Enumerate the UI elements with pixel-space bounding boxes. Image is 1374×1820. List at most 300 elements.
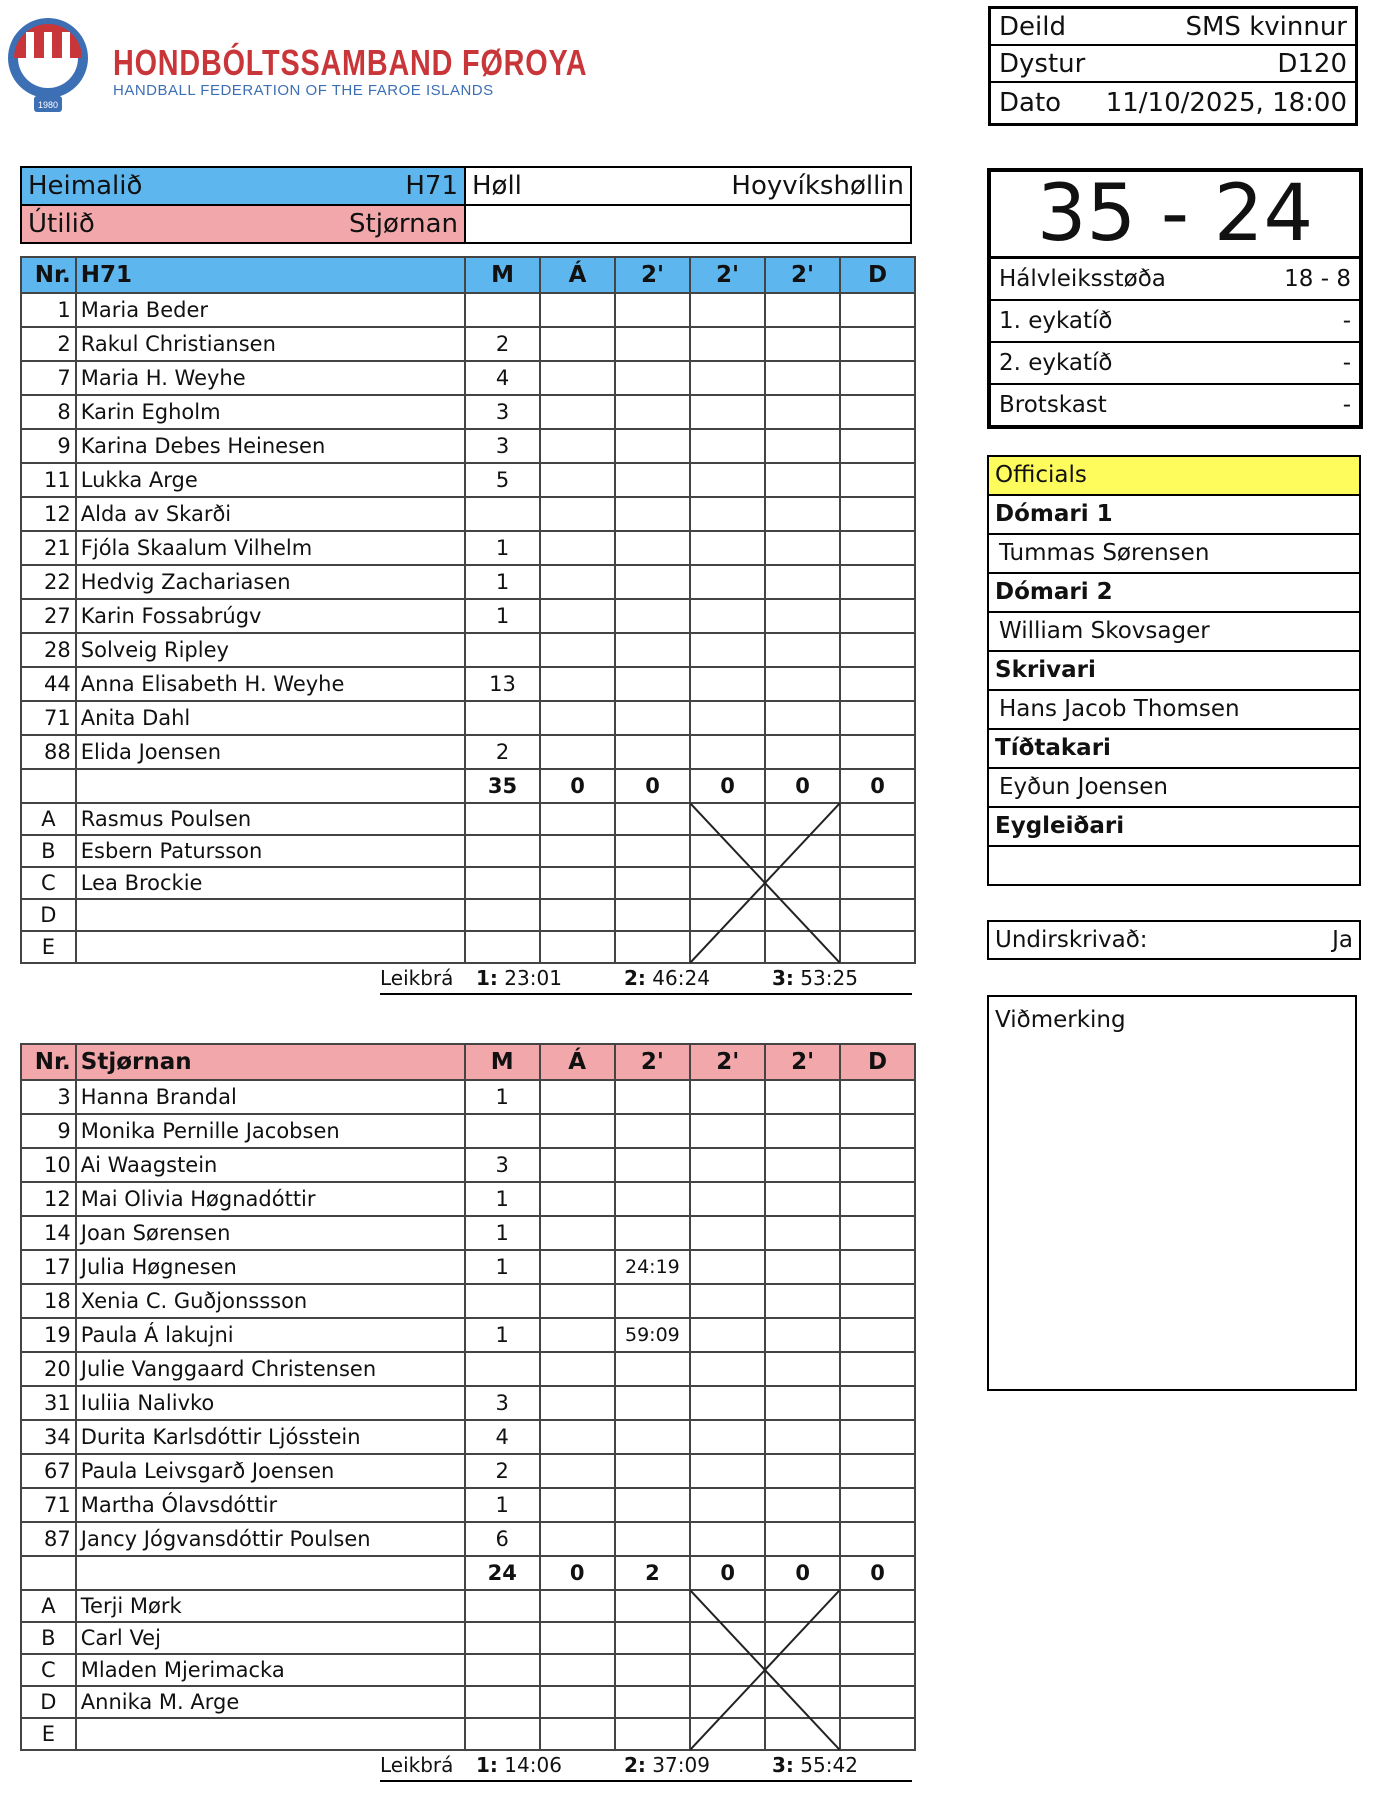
score-row xyxy=(991,301,1359,343)
player-suspension xyxy=(765,327,840,361)
score-row xyxy=(991,343,1359,385)
col-header: M xyxy=(465,1044,540,1080)
player-disqualification xyxy=(840,1420,915,1454)
player-suspension xyxy=(765,633,840,667)
player-suspension xyxy=(615,1182,691,1216)
player-goals: 1 xyxy=(465,1080,540,1114)
official-cell xyxy=(465,1654,540,1686)
player-disqualification xyxy=(840,1318,915,1352)
player-name: Julie Vanggaard Christensen xyxy=(76,1352,465,1386)
official-cell xyxy=(540,835,615,867)
player-number: 2 xyxy=(21,327,76,361)
player-suspension xyxy=(765,1114,840,1148)
score-row xyxy=(991,259,1359,301)
player-suspension xyxy=(765,565,840,599)
team-official-name: Lea Brockie xyxy=(76,867,465,899)
table-row xyxy=(21,1386,915,1420)
timeout-time: 46:24 xyxy=(645,966,710,990)
logo-year: 1980 xyxy=(37,100,59,110)
team-official-name xyxy=(76,899,465,931)
official-name: Hans Jacob Thomsen xyxy=(989,691,1359,730)
away-timeouts xyxy=(380,1753,912,1782)
col-header-team: H71 xyxy=(76,257,465,293)
col-header-nr: Nr. xyxy=(21,257,76,293)
player-goals: 5 xyxy=(465,463,540,497)
team-official-name: Mladen Mjerimacka xyxy=(76,1654,465,1686)
player-number: 88 xyxy=(21,735,76,769)
player-goals: 2 xyxy=(465,327,540,361)
cross-out-icon xyxy=(690,1590,840,1750)
player-warning xyxy=(540,1114,615,1148)
official-letter: D xyxy=(21,1686,76,1718)
player-suspension xyxy=(765,701,840,735)
col-header: 2' xyxy=(615,1044,691,1080)
timeout-entry xyxy=(624,1753,772,1777)
player-warning xyxy=(540,1488,615,1522)
player-name: Anna Elisabeth H. Weyhe xyxy=(76,667,465,701)
player-suspension xyxy=(690,1114,765,1148)
player-number: 14 xyxy=(21,1216,76,1250)
player-suspension xyxy=(690,1352,765,1386)
team-official-name: Terji Mørk xyxy=(76,1590,465,1622)
score-row-label: Brotskast xyxy=(999,392,1107,418)
official-cell xyxy=(465,803,540,835)
timeout-number: 2: xyxy=(624,966,646,990)
total-value: 0 xyxy=(540,769,615,803)
federation-name: HONDBÓLTSSAMBAND FØROYA xyxy=(113,42,588,83)
player-warning xyxy=(540,1522,615,1556)
player-suspension xyxy=(690,1148,765,1182)
player-suspension xyxy=(765,599,840,633)
player-warning xyxy=(540,531,615,565)
official-role: Eygleiðari xyxy=(989,808,1359,847)
player-warning xyxy=(540,327,615,361)
player-number: 3 xyxy=(21,1080,76,1114)
player-disqualification xyxy=(840,735,915,769)
player-name: Rakul Christiansen xyxy=(76,327,465,361)
official-cell xyxy=(465,1622,540,1654)
player-suspension xyxy=(615,531,690,565)
player-number: 11 xyxy=(21,463,76,497)
player-suspension xyxy=(615,327,690,361)
player-disqualification xyxy=(840,395,915,429)
player-suspension xyxy=(615,1284,691,1318)
player-disqualification xyxy=(840,1454,915,1488)
player-suspension xyxy=(615,429,690,463)
player-suspension xyxy=(765,1318,840,1352)
score-row-label: Hálvleiksstøða xyxy=(999,266,1166,292)
player-name: Fjóla Skaalum Vilhelm xyxy=(76,531,465,565)
player-warning xyxy=(540,1352,615,1386)
player-goals xyxy=(465,497,540,531)
player-goals: 2 xyxy=(465,735,540,769)
totals-blank xyxy=(21,769,76,803)
player-name: Mai Olivia Høgnadóttir xyxy=(76,1182,465,1216)
away-label: Útilið xyxy=(28,209,95,239)
official-letter: B xyxy=(21,1622,76,1654)
timeout-entry xyxy=(476,1753,624,1777)
player-goals: 1 xyxy=(465,1182,540,1216)
score-row xyxy=(991,385,1359,425)
player-suspension xyxy=(765,1454,840,1488)
official-cell xyxy=(840,1686,915,1718)
player-suspension xyxy=(765,1420,840,1454)
player-warning xyxy=(540,565,615,599)
signed-value: Ja xyxy=(1332,927,1353,953)
player-number: 27 xyxy=(21,599,76,633)
player-disqualification xyxy=(840,327,915,361)
team-official-name xyxy=(76,1718,465,1750)
player-suspension xyxy=(690,1284,765,1318)
player-number: 12 xyxy=(21,497,76,531)
official-role: Tíðtakari xyxy=(989,730,1359,769)
player-goals: 6 xyxy=(465,1522,540,1556)
official-cell xyxy=(465,899,540,931)
player-suspension xyxy=(690,293,765,327)
player-suspension xyxy=(615,701,690,735)
player-goals xyxy=(465,633,540,667)
official-cell xyxy=(540,1686,615,1718)
col-header: D xyxy=(840,257,915,293)
player-name: Maria Beder xyxy=(76,293,465,327)
player-suspension xyxy=(765,1250,840,1284)
player-warning xyxy=(540,395,615,429)
score-box xyxy=(987,168,1363,429)
player-disqualification xyxy=(840,361,915,395)
player-number: 1 xyxy=(21,293,76,327)
official-cell xyxy=(840,867,915,899)
player-disqualification xyxy=(840,1080,915,1114)
info-row-dato xyxy=(990,82,1357,125)
table-row xyxy=(21,531,915,565)
official-role: Dómari 1 xyxy=(989,496,1359,535)
player-suspension xyxy=(615,735,690,769)
player-warning xyxy=(540,361,615,395)
player-disqualification xyxy=(840,1488,915,1522)
col-header: 2' xyxy=(765,1044,840,1080)
table-row xyxy=(21,599,915,633)
player-suspension xyxy=(765,1488,840,1522)
player-suspension xyxy=(615,497,690,531)
total-value: 0 xyxy=(690,1556,765,1590)
official-letter: C xyxy=(21,867,76,899)
table-row xyxy=(21,429,915,463)
table-row xyxy=(21,293,915,327)
player-suspension xyxy=(690,429,765,463)
total-value: 0 xyxy=(540,1556,615,1590)
info-value: D120 xyxy=(1095,45,1357,82)
logo-emblem-icon xyxy=(4,12,92,120)
player-suspension xyxy=(765,1386,840,1420)
player-goals: 1 xyxy=(465,565,540,599)
player-suspension xyxy=(690,1250,765,1284)
official-cell xyxy=(540,1654,615,1686)
roster-header-row xyxy=(21,1044,915,1080)
player-suspension xyxy=(690,735,765,769)
official-cell xyxy=(615,867,690,899)
team-official-name: Annika M. Arge xyxy=(76,1686,465,1718)
official-cell xyxy=(840,835,915,867)
player-disqualification xyxy=(840,1182,915,1216)
player-number: 17 xyxy=(21,1250,76,1284)
official-cell xyxy=(615,931,690,963)
timeout-label: Leikbrá xyxy=(380,966,454,990)
player-disqualification xyxy=(840,667,915,701)
player-suspension xyxy=(690,395,765,429)
roster-header-row xyxy=(21,257,915,293)
table-row xyxy=(21,1488,915,1522)
timeout-time: 14:06 xyxy=(497,1753,562,1777)
player-disqualification xyxy=(840,1386,915,1420)
player-suspension xyxy=(615,395,690,429)
table-row xyxy=(21,1250,915,1284)
totals-row xyxy=(21,769,915,803)
official-cell xyxy=(540,1590,615,1622)
table-row xyxy=(21,1114,915,1148)
player-number: 19 xyxy=(21,1318,76,1352)
player-suspension xyxy=(690,361,765,395)
player-number: 9 xyxy=(21,429,76,463)
player-goals xyxy=(465,1284,540,1318)
player-suspension xyxy=(690,1420,765,1454)
official-cell xyxy=(615,1686,691,1718)
player-name: Hanna Brandal xyxy=(76,1080,465,1114)
player-name: Paula Leivsgarð Joensen xyxy=(76,1454,465,1488)
player-name: Ai Waagstein xyxy=(76,1148,465,1182)
cross-out-icon xyxy=(690,803,840,963)
player-number: 34 xyxy=(21,1420,76,1454)
player-number: 20 xyxy=(21,1352,76,1386)
official-name xyxy=(989,847,1359,884)
info-row-deild xyxy=(990,8,1357,46)
official-letter: D xyxy=(21,899,76,931)
player-disqualification xyxy=(840,1114,915,1148)
player-name: Elida Joensen xyxy=(76,735,465,769)
player-warning xyxy=(540,1386,615,1420)
timeout-entry xyxy=(772,966,920,990)
col-header-team: Stjørnan xyxy=(76,1044,465,1080)
player-warning xyxy=(540,633,615,667)
player-suspension xyxy=(690,565,765,599)
timeout-time: 53:25 xyxy=(793,966,858,990)
player-suspension xyxy=(690,327,765,361)
player-name: Solveig Ripley xyxy=(76,633,465,667)
official-cell xyxy=(540,803,615,835)
team-official-name xyxy=(76,931,465,963)
official-cell xyxy=(465,1590,540,1622)
official-cell xyxy=(465,931,540,963)
info-label: Deild xyxy=(990,8,1095,46)
timeout-entry xyxy=(476,966,624,990)
official-cell xyxy=(540,931,615,963)
player-suspension xyxy=(615,1114,691,1148)
player-disqualification xyxy=(840,599,915,633)
official-letter: E xyxy=(21,931,76,963)
team-official-name: Esbern Patursson xyxy=(76,835,465,867)
table-row xyxy=(21,1216,915,1250)
player-number: 22 xyxy=(21,565,76,599)
table-row xyxy=(21,497,915,531)
score-row-label: 2. eykatíð xyxy=(999,350,1113,376)
player-suspension xyxy=(765,361,840,395)
official-cell xyxy=(615,899,690,931)
player-name: Xenia C. Guðjonssson xyxy=(76,1284,465,1318)
hall-label: Høll xyxy=(472,171,522,201)
player-suspension xyxy=(615,1488,691,1522)
teams-header xyxy=(20,166,912,244)
table-row xyxy=(21,1182,915,1216)
table-row xyxy=(21,1284,915,1318)
player-suspension: 24:19 xyxy=(615,1250,691,1284)
player-warning xyxy=(540,1284,615,1318)
player-goals: 3 xyxy=(465,1148,540,1182)
player-number: 9 xyxy=(21,1114,76,1148)
hall-cell xyxy=(465,167,911,205)
player-suspension xyxy=(690,531,765,565)
official-role: Dómari 2 xyxy=(989,574,1359,613)
info-value: 11/10/2025, 18:00 xyxy=(1105,88,1347,118)
official-cell xyxy=(615,1622,691,1654)
team-official-name: Rasmus Poulsen xyxy=(76,803,465,835)
away-team-name: Stjørnan xyxy=(349,209,458,239)
total-value: 35 xyxy=(465,769,540,803)
hall-name: Hoyvíkshøllin xyxy=(731,171,904,201)
player-number: 7 xyxy=(21,361,76,395)
col-header: D xyxy=(840,1044,915,1080)
table-row xyxy=(21,633,915,667)
home-team-name: H71 xyxy=(405,171,458,201)
player-number: 71 xyxy=(21,701,76,735)
player-goals: 1 xyxy=(465,1488,540,1522)
player-suspension xyxy=(690,1318,765,1352)
player-number: 67 xyxy=(21,1454,76,1488)
table-row xyxy=(21,1420,915,1454)
player-goals: 1 xyxy=(465,531,540,565)
player-name: Jancy Jógvansdóttir Poulsen xyxy=(76,1522,465,1556)
official-cell xyxy=(540,1622,615,1654)
player-suspension xyxy=(765,1522,840,1556)
player-warning xyxy=(540,1318,615,1352)
info-label: Dystur xyxy=(990,45,1095,82)
official-letter: B xyxy=(21,835,76,867)
home-timeouts xyxy=(380,966,912,995)
player-suspension xyxy=(615,361,690,395)
player-goals: 1 xyxy=(465,1216,540,1250)
player-disqualification xyxy=(840,429,915,463)
player-goals: 13 xyxy=(465,667,540,701)
player-suspension xyxy=(690,1080,765,1114)
player-disqualification xyxy=(840,463,915,497)
player-suspension xyxy=(690,1522,765,1556)
player-suspension xyxy=(690,497,765,531)
total-value: 0 xyxy=(840,1556,915,1590)
player-suspension xyxy=(690,1386,765,1420)
official-cell xyxy=(840,899,915,931)
player-goals: 1 xyxy=(465,599,540,633)
player-suspension xyxy=(765,1148,840,1182)
table-row xyxy=(21,1454,915,1488)
total-value: 0 xyxy=(690,769,765,803)
player-suspension xyxy=(690,701,765,735)
player-number: 8 xyxy=(21,395,76,429)
player-suspension xyxy=(615,599,690,633)
official-letter: A xyxy=(21,803,76,835)
signed-box xyxy=(987,920,1361,960)
player-disqualification xyxy=(840,633,915,667)
team-official-name: Carl Vej xyxy=(76,1622,465,1654)
player-warning xyxy=(540,1148,615,1182)
player-suspension xyxy=(765,497,840,531)
player-suspension xyxy=(690,1182,765,1216)
officials-header: Officials xyxy=(989,457,1359,496)
total-value: 0 xyxy=(765,1556,840,1590)
player-number: 44 xyxy=(21,667,76,701)
player-number: 18 xyxy=(21,1284,76,1318)
table-row xyxy=(21,1148,915,1182)
table-row xyxy=(21,395,915,429)
player-warning xyxy=(540,1250,615,1284)
player-name: Paula Á lakujni xyxy=(76,1318,465,1352)
official-cell xyxy=(465,835,540,867)
player-number: 31 xyxy=(21,1386,76,1420)
timeout-number: 2: xyxy=(624,1753,646,1777)
player-suspension xyxy=(690,1454,765,1488)
timeout-number: 1: xyxy=(476,966,498,990)
player-suspension xyxy=(615,293,690,327)
totals-blank xyxy=(76,769,465,803)
player-disqualification xyxy=(840,1352,915,1386)
table-row xyxy=(21,1352,915,1386)
player-name: Karina Debes Heinesen xyxy=(76,429,465,463)
official-cell xyxy=(840,1654,915,1686)
player-warning xyxy=(540,463,615,497)
player-goals: 2 xyxy=(465,1454,540,1488)
totals-row xyxy=(21,1556,915,1590)
player-warning xyxy=(540,599,615,633)
player-suspension xyxy=(765,1182,840,1216)
player-suspension xyxy=(690,1216,765,1250)
player-suspension xyxy=(765,429,840,463)
official-cell xyxy=(615,1654,691,1686)
player-suspension xyxy=(690,1488,765,1522)
player-number: 28 xyxy=(21,633,76,667)
federation-subtitle: HANDBALL FEDERATION OF THE FAROE ISLANDS xyxy=(113,82,494,99)
official-cell xyxy=(615,1590,691,1622)
player-name: Monika Pernille Jacobsen xyxy=(76,1114,465,1148)
official-letter: A xyxy=(21,1590,76,1622)
player-warning xyxy=(540,735,615,769)
official-name: William Skovsager xyxy=(989,613,1359,652)
player-name: Karin Fossabrúgv xyxy=(76,599,465,633)
player-disqualification xyxy=(840,1284,915,1318)
official-cell xyxy=(540,867,615,899)
player-disqualification xyxy=(840,1216,915,1250)
player-disqualification xyxy=(840,293,915,327)
player-suspension xyxy=(690,599,765,633)
player-name: Hedvig Zachariasen xyxy=(76,565,465,599)
table-row xyxy=(21,361,915,395)
col-header: Á xyxy=(540,257,615,293)
official-cell xyxy=(540,899,615,931)
player-suspension xyxy=(615,1454,691,1488)
official-cell xyxy=(465,867,540,899)
timeout-number: 1: xyxy=(476,1753,498,1777)
player-suspension xyxy=(615,1080,691,1114)
player-suspension xyxy=(615,565,690,599)
official-role: Skrivari xyxy=(989,652,1359,691)
player-name: Martha Ólavsdóttir xyxy=(76,1488,465,1522)
official-cell xyxy=(840,803,915,835)
